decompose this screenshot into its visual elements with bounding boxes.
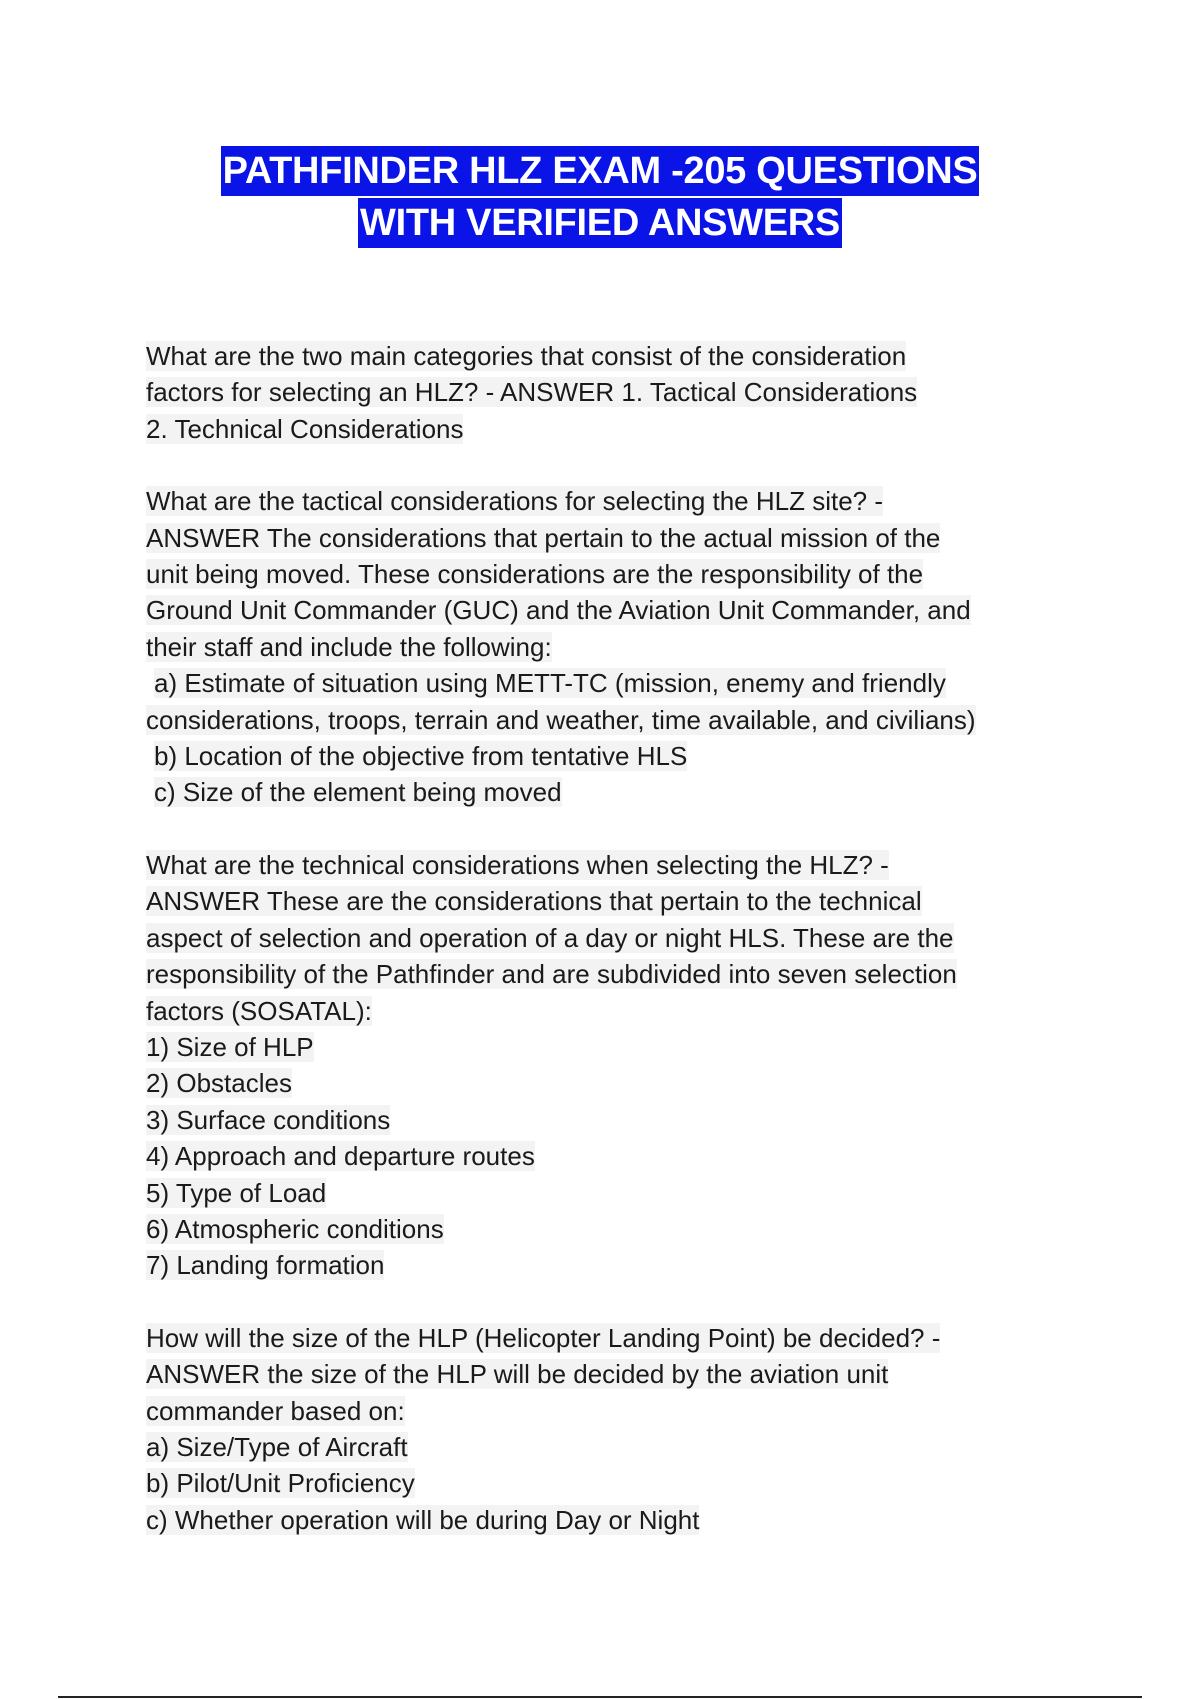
qa-line: What are the two main categories that consist of the consideration [146, 341, 907, 371]
qa-list-item: c) Size of the element being moved [154, 777, 562, 808]
qa-list-item: 1) Size of HLP [146, 1031, 314, 1062]
qa-list-item: 5) Type of Load [146, 1177, 327, 1208]
qa-list-item: 6) Atmospheric conditions [146, 1213, 444, 1244]
qa-list-item: 7) Landing formation [146, 1250, 385, 1281]
qa-block-2 [146, 483, 1066, 811]
qa-line: ANSWER These are the considerations that pertain to the technical [146, 886, 922, 917]
qa-line: ANSWER The considerations that pertain to the actual mission of the [146, 522, 941, 553]
qa-line: ANSWER the size of the HLP will be decided by the aviation unit [146, 1359, 889, 1390]
qa-line: What are the tactical considerations for selecting the HLZ site? - [146, 486, 884, 517]
title-line-1: PATHFINDER HLZ EXAM -205 QUESTIONS [221, 146, 980, 196]
qa-list-item: b) Pilot/Unit Proficiency [146, 1468, 415, 1499]
qa-line: aspect of selection and operation of a day or night HLS. These are the [146, 922, 954, 953]
qa-list-item: a) Estimate of situation using METT-TC (mission, enemy and friendly [154, 668, 946, 699]
qa-line: What are the technical considerations when selecting the HLZ? - [146, 849, 889, 880]
qa-list-item: considerations, troops, terrain and weather, time available, and civilians) [146, 704, 976, 735]
qa-content [146, 338, 1066, 1574]
qa-block-1 [146, 338, 1066, 447]
qa-line: their staff and include the following: [146, 631, 552, 662]
title-line-2: WITH VERIFIED ANSWERS [358, 198, 842, 248]
qa-block-3 [146, 847, 1066, 1284]
qa-line: commander based on: [146, 1395, 405, 1426]
document-title [0, 146, 1200, 250]
qa-line: Ground Unit Commander (GUC) and the Aviation Unit Commander, and [146, 595, 971, 626]
qa-list-item: 2) Obstacles [146, 1068, 292, 1099]
qa-line: factors (SOSATAL): [146, 995, 372, 1026]
qa-list-item: c) Whether operation will be during Day or Night [146, 1504, 700, 1535]
footer-divider [58, 1696, 1142, 1698]
qa-block-4 [146, 1320, 1066, 1538]
qa-line: responsibility of the Pathfinder and are subdivided into seven selection [146, 959, 957, 990]
qa-line: 2. Technical Considerations [146, 413, 464, 444]
qa-line: How will the size of the HLP (Helicopter Landing Point) be decided? - [146, 1322, 941, 1353]
qa-line: factors for selecting an HLZ? - ANSWER 1. Tactical Considerations [146, 377, 918, 408]
qa-line: unit being moved. These considerations are the responsibility of the [146, 559, 924, 590]
qa-list-item: a) Size/Type of Aircraft [146, 1431, 408, 1462]
qa-list-item: 4) Approach and departure routes [146, 1141, 535, 1172]
qa-list-item: b) Location of the objective from tentative HLS [154, 741, 688, 772]
qa-list-item: 3) Surface conditions [146, 1104, 391, 1135]
